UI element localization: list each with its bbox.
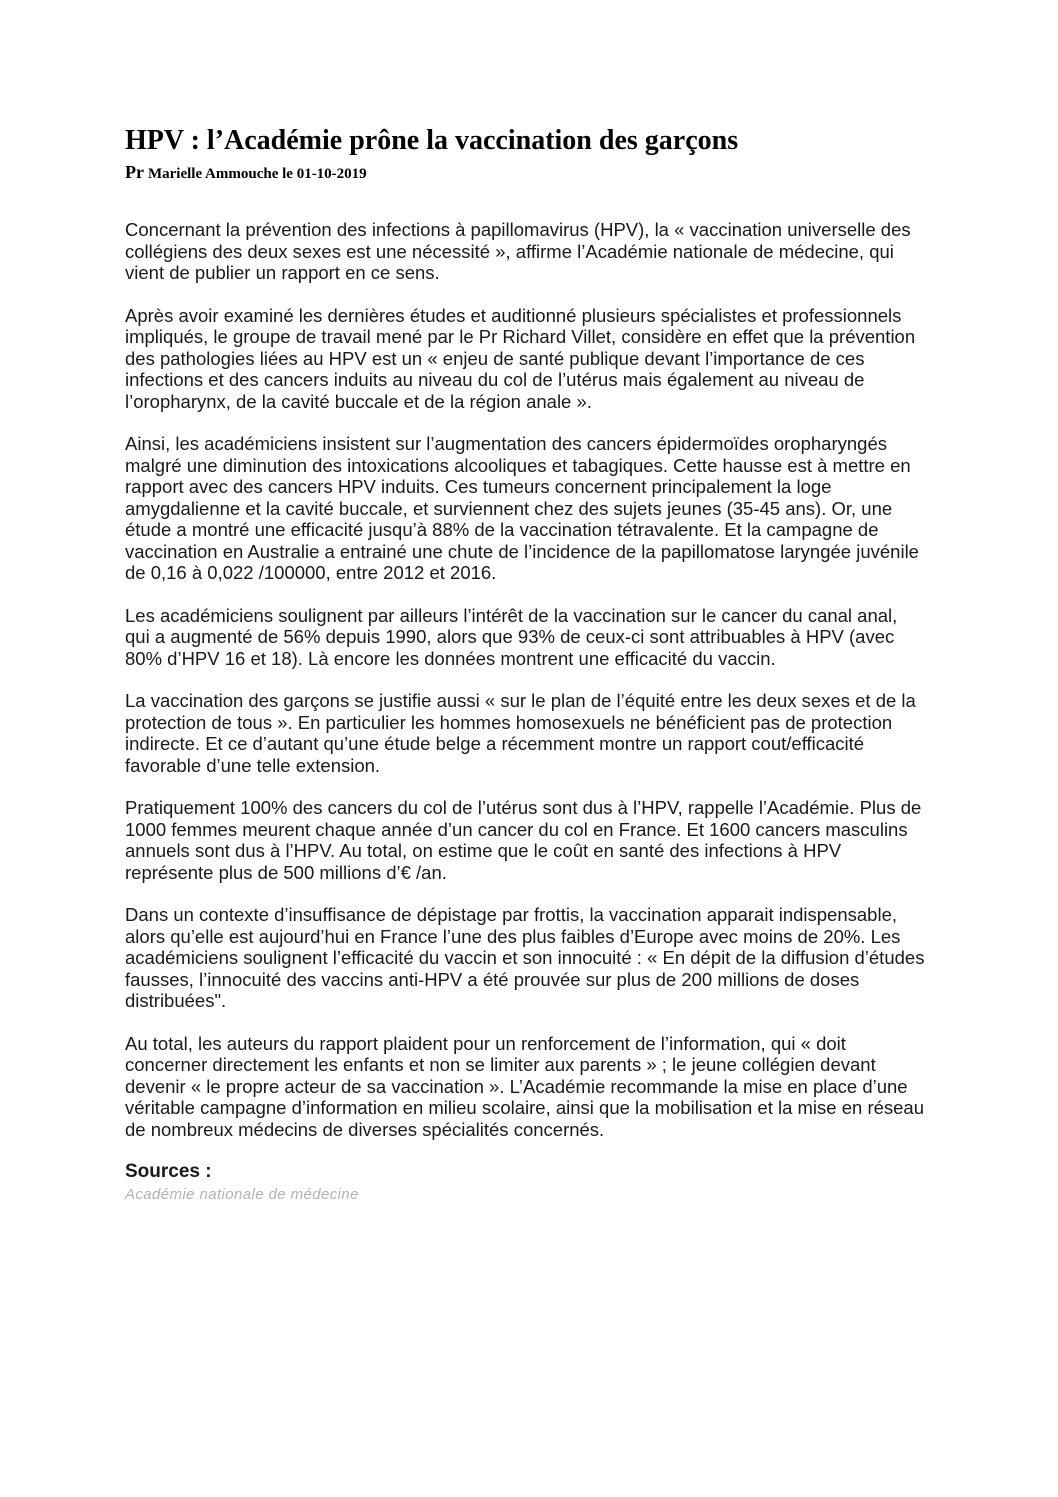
article-paragraph: La vaccination des garçons se justifie aussi « sur le plan de l’équité entre les deux sexes et de la protection de tous ». En particulier les hommes homosexuels ne bénéficient pas de protection indirecte. Et ce d’autant qu’une étude belge a récemment montre un rapport cout/efficacité favorable d’une telle extension. [125,690,916,776]
article-paragraph: Au total, les auteurs du rapport plaident pour un renforcement de l’information, qui « doit concerner directement les enfants et non se limiter aux parents » ; le jeune collégien devant devenir « le propre acteur de sa vaccination ». L’Académie recommande la mise en place d’une véritable campagne d’information en milieu scolaire, ainsi que la mobilisation et la mise en réseau de nombreux médecins de diverses spécialités concernés. [125,1032,925,1140]
source-item: Académie nationale de médecine [125,1186,359,1203]
byline-author-date: Marielle Ammouche le 01-10-2019 [147,166,367,182]
sources-heading: Sources : [125,1161,212,1182]
article-paragraph: Pratiquement 100% des cancers du col de l’utérus sont dus à l’HPV, rappelle l’Académie. Plus de 1000 femmes meurent chaque année d’un cancer du col en France. Et 1600 cancers masculins annuels sont dus à l’HPV. Au total, on estime que le coût en santé des infections à HPV représente plus de 500 millions d’€ /an. [125,797,922,883]
article-paragraph: Les académiciens soulignent par ailleurs l’intérêt de la vaccination sur le cancer du canal anal, qui a augmenté de 56% depuis 1990, alors que 93% de ceux-ci sont attribuables à HPV (avec 80% d’HPV 16 et 18). Là encore les données montrent une efficacité du vaccin. [125,604,898,669]
article-paragraph: Ainsi, les académiciens insistent sur l’augmentation des cancers épidermoïdes oropharyngés malgré une diminution des intoxications alcooliques et tabagiques. Cette hausse est à mettre en rapport avec des cancers HPV induits. Ces tumeurs concernent principalement la loge amygdalienne et la cavité buccale, et surviennent chez des sujets jeunes (35-45 ans). Or, une étude a montré une efficacité jusqu’à 88% de la vaccination tétravalente. Et la campagne de vaccination en Australie a entrainé une chute de l’incidence de la papillomatose laryngée juvénile de 0,16 à 0,022 /100000, entre 2012 et 2016. [125,433,919,583]
article-byline [125,163,925,184]
article-paragraph: Dans un contexte d’insuffisance de dépistage par frottis, la vaccination apparait indispensable, alors qu’elle est aujourd’hui en France l’une des plus faibles d’Europe avec moins de 20%. Les académiciens soulignent l’efficacité du vaccin et son innocuité : « En dépit de la diffusion d’études fausses, l’innocuité des vaccins anti-HPV a été prouvée sur plus de 200 millions de doses distribuées". [125,904,925,1011]
byline-author-honorific: Pr [125,162,144,182]
article-paragraph: Après avoir examiné les dernières études et auditionné plusieurs spécialistes et professionnels impliqués, le groupe de travail mené par le Pr Richard Villet, considère en effet que la prévention des pathologies liées au HPV est un « enjeu de santé publique devant l’importance de ces infections et des cancers induits au niveau du col de l’utérus mais également au niveau de l’oropharynx, de la cavité buccale et de la région anale ». [125,304,916,412]
article-paragraph: Concernant la prévention des infections à papillomavirus (HPV), la « vaccination universelle des collégiens des deux sexes est une nécessité », affirme l’Académie nationale de médecine, qui vient de publier un rapport en ce sens. [125,219,911,283]
page-title: HPV : l’Académie prône la vaccination des garçons [125,125,739,156]
